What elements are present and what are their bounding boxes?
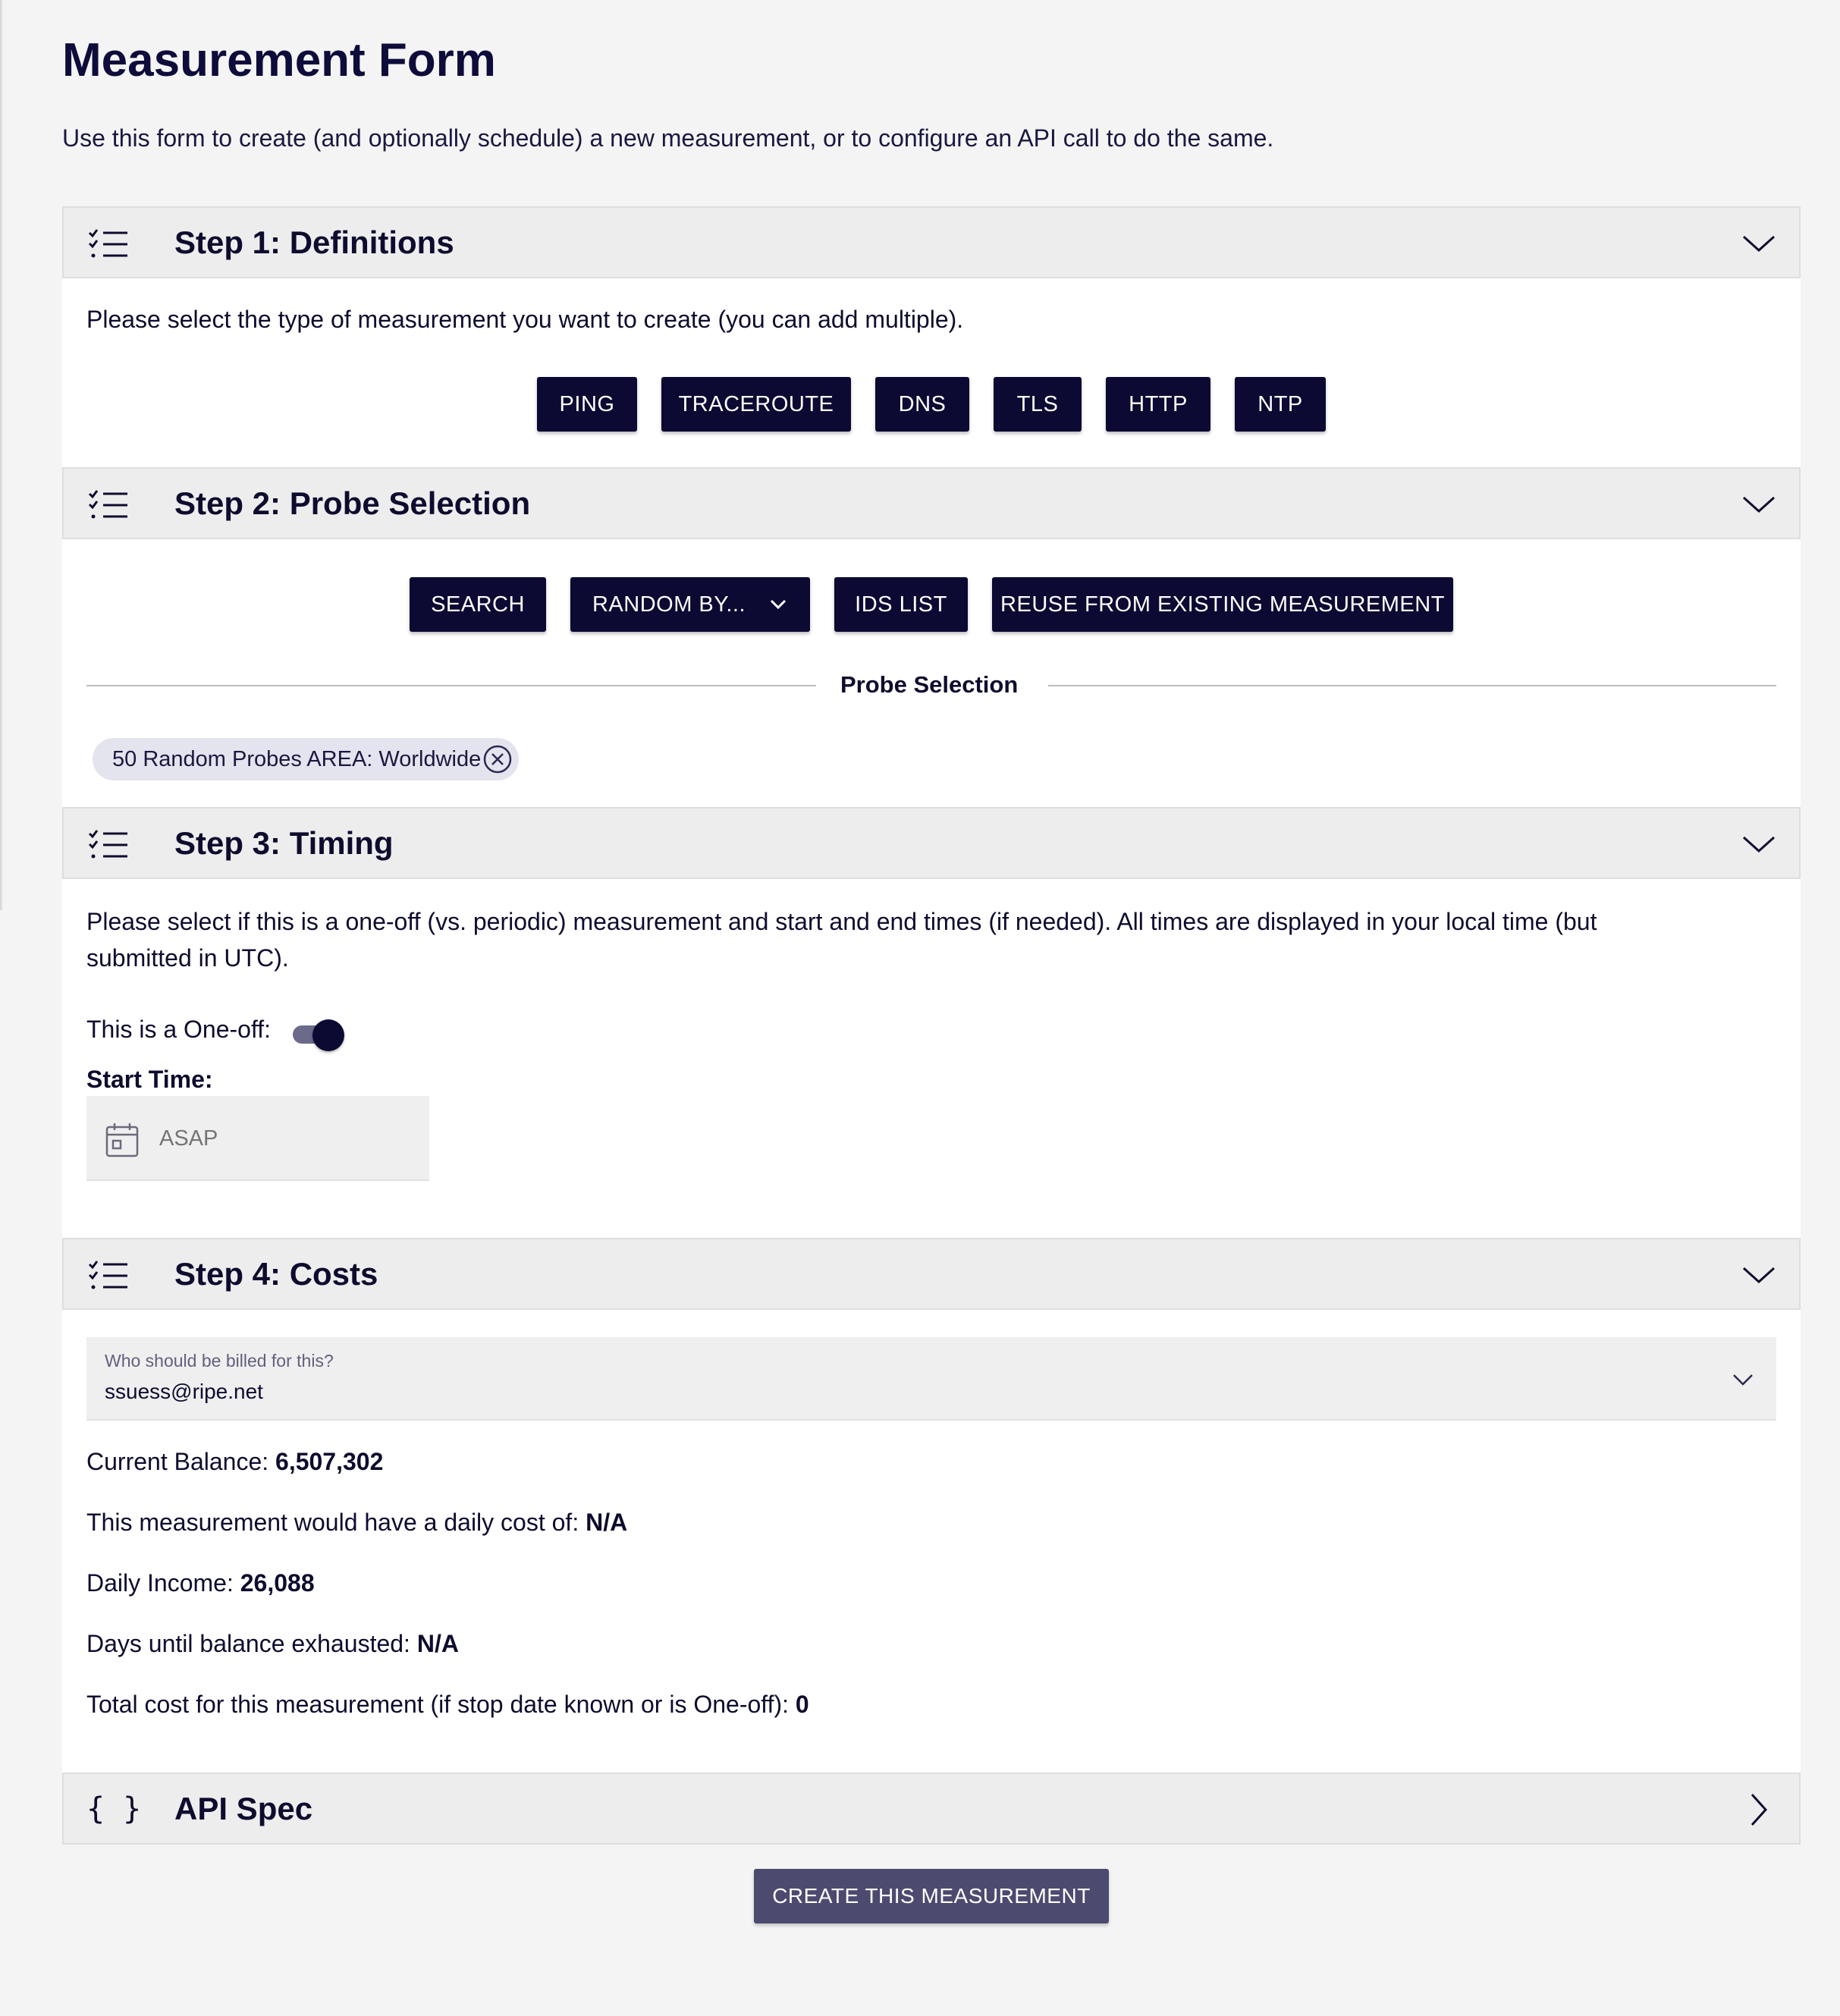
page-intro: Use this form to create (and optionally schedule) a new measurement, or to configure an API call to do the same.: [62, 124, 1274, 152]
checklist-icon: [88, 830, 129, 860]
daily-income-row: Daily Income: 26,088: [86, 1569, 315, 1597]
start-time-label: Start Time:: [86, 1066, 213, 1093]
chevron-down-icon: [768, 595, 788, 614]
step3-header[interactable]: [62, 807, 1801, 879]
traceroute-button[interactable]: TRACEROUTE: [661, 377, 851, 432]
step3-instruction-line2: submitted in UTC).: [86, 944, 289, 972]
step3-instruction-line1: Please select if this is a one-off (vs. periodic) measurement and start and end times (if needed). All times are displayed in your local time (but: [86, 908, 1597, 935]
left-edge-shadow: [0, 0, 3, 910]
total-cost-row: Total cost for this measurement (if stop date known or is One-off): 0: [86, 1691, 809, 1718]
oneoff-toggle-knob[interactable]: [312, 1019, 344, 1051]
probe-selection-chip: [93, 738, 519, 780]
checklist-icon: [88, 1261, 129, 1291]
api-spec-header[interactable]: [62, 1773, 1801, 1845]
api-spec-title: API Spec: [174, 1791, 313, 1826]
step3-title: Step 3: Timing: [174, 825, 394, 861]
step3-body: [62, 879, 1801, 1239]
random-by-dropdown-button[interactable]: RANDOM BY...: [570, 577, 810, 632]
chevron-right-icon[interactable]: [1741, 1792, 1776, 1827]
days-until-exhausted-value: N/A: [416, 1630, 459, 1657]
step1-instruction: Please select the type of measurement you want to create (you can add multiple).: [86, 306, 964, 333]
step4-body: [62, 1310, 1801, 1774]
braces-icon: { }: [86, 1791, 142, 1826]
checklist-icon: [88, 229, 129, 259]
daily-cost-value: N/A: [586, 1509, 628, 1536]
oneoff-label: This is a One-off:: [86, 1016, 272, 1043]
ids-list-button[interactable]: IDS LIST: [834, 577, 968, 632]
billing-value: ssuess@ripe.net: [105, 1380, 263, 1403]
start-time-input[interactable]: [159, 1119, 410, 1158]
billing-select[interactable]: [86, 1337, 1776, 1421]
chip-label: 50 Random Probes AREA: Worldwide: [112, 747, 482, 771]
current-balance-row: Current Balance: 6,507,302: [86, 1448, 384, 1475]
days-until-exhausted-row: Days until balance exhausted: N/A: [86, 1630, 459, 1657]
billing-label: Who should be billed for this?: [105, 1351, 334, 1371]
ping-button[interactable]: PING: [537, 377, 637, 432]
step1-title: Step 1: Definitions: [174, 225, 454, 260]
http-button[interactable]: HTTP: [1106, 377, 1210, 432]
chevron-down-icon[interactable]: [1741, 226, 1776, 261]
chevron-down-icon[interactable]: [1741, 827, 1776, 862]
step1-header[interactable]: [62, 206, 1801, 278]
daily-income-value: 26,088: [240, 1569, 315, 1597]
step2-body: [62, 539, 1801, 808]
close-circle-icon[interactable]: [482, 744, 513, 774]
create-measurement-button[interactable]: CREATE THIS MEASUREMENT: [754, 1869, 1109, 1923]
step2-header[interactable]: [62, 467, 1801, 539]
total-cost-value: 0: [795, 1691, 809, 1718]
start-time-field[interactable]: [86, 1096, 429, 1181]
checklist-icon: [88, 490, 129, 520]
reuse-existing-measurement-button[interactable]: REUSE FROM EXISTING MEASUREMENT: [992, 577, 1453, 632]
ntp-button[interactable]: NTP: [1235, 377, 1326, 432]
search-button[interactable]: SEARCH: [410, 577, 546, 632]
chevron-down-icon[interactable]: [1741, 1258, 1776, 1292]
step1-body: [62, 278, 1801, 468]
chevron-down-icon[interactable]: [1741, 487, 1776, 522]
tls-button[interactable]: TLS: [994, 377, 1082, 432]
dns-button[interactable]: DNS: [875, 377, 969, 432]
current-balance-value: 6,507,302: [275, 1448, 384, 1475]
divider-left: [86, 685, 816, 686]
step4-title: Step 4: Costs: [174, 1256, 378, 1292]
page-title: Measurement Form: [62, 34, 496, 86]
divider-right: [1048, 685, 1776, 686]
step2-title: Step 2: Probe Selection: [174, 485, 531, 521]
probe-selection-divider-label: Probe Selection: [840, 671, 1019, 698]
chevron-down-icon: [1731, 1368, 1755, 1392]
step4-header[interactable]: [62, 1238, 1801, 1310]
calendar-icon: [105, 1122, 140, 1158]
daily-cost-row: This measurement would have a daily cost of: N/A: [86, 1509, 628, 1536]
